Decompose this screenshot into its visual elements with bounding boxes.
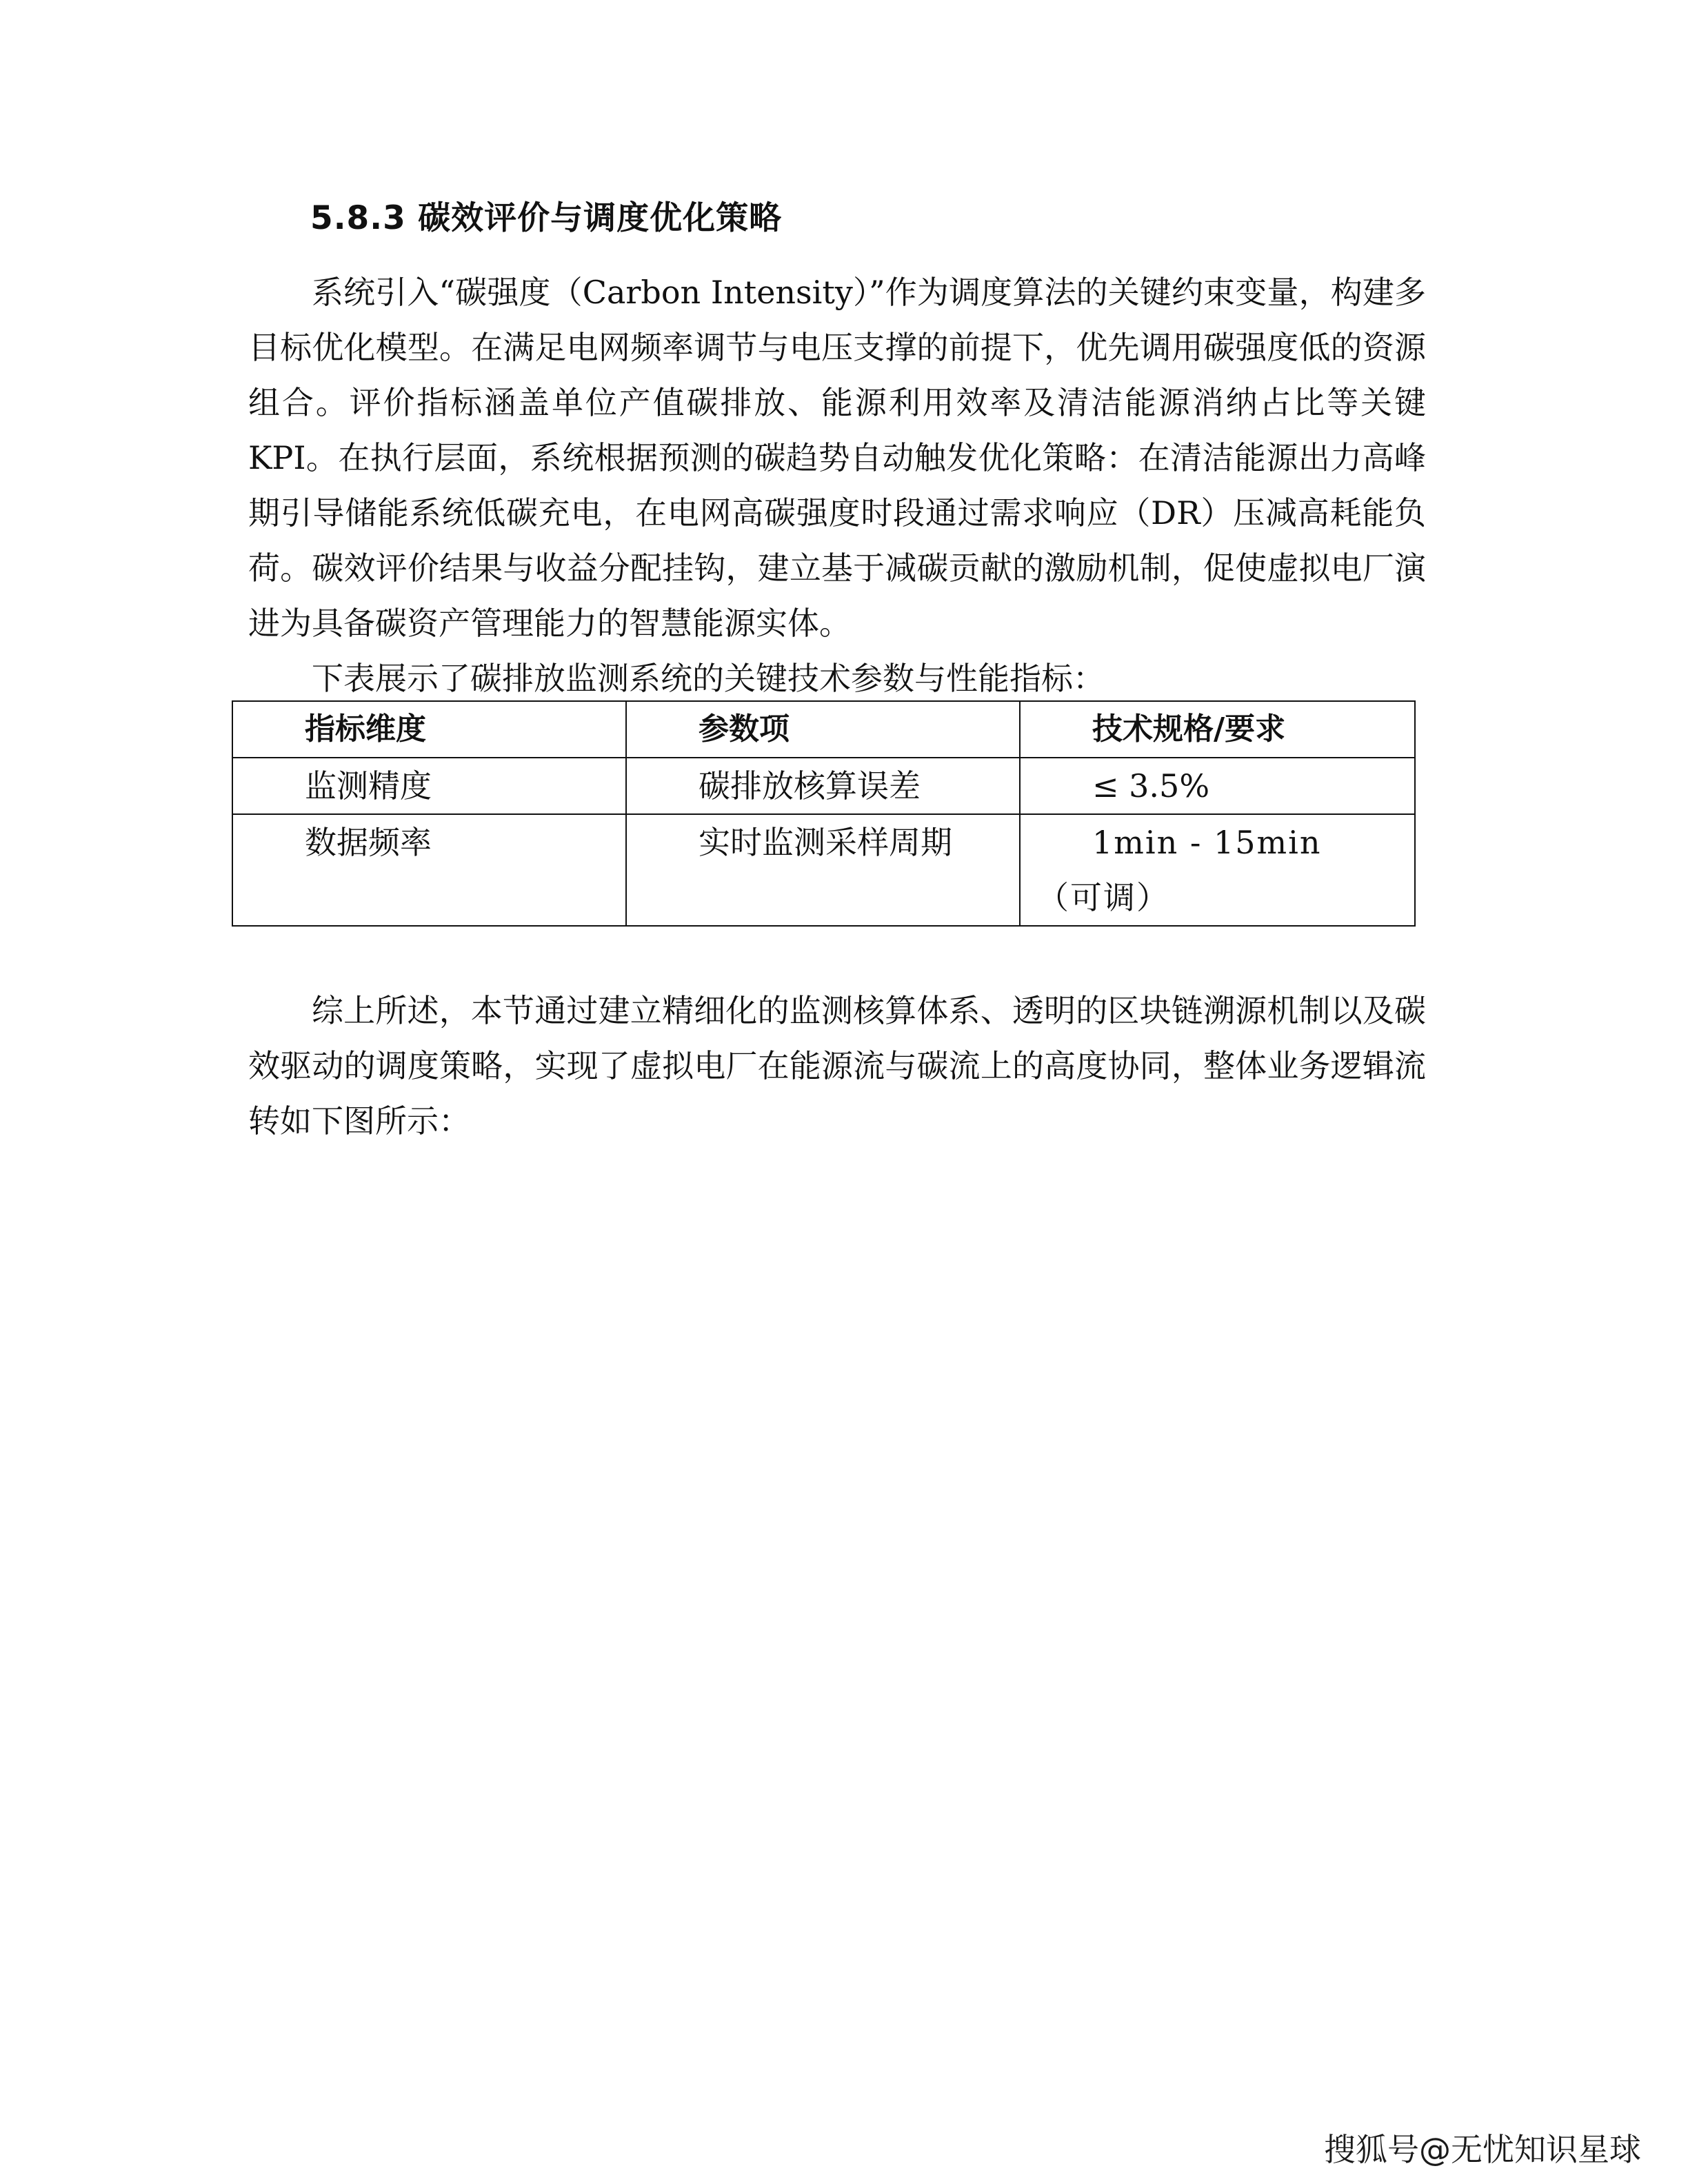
table-cell: 监测精度	[232, 758, 626, 814]
table-cell	[1020, 814, 1415, 926]
summary-paragraph: 综上所述，本节通过建立精细化的监测核算体系、透明的区块链溯源机制以及碳效驱动的调度策略，实现了虚拟电厂在能源流与碳流上的高度协同，整体业务逻辑流转如下图所示：	[248, 992, 1426, 1140]
table-cell: 碳排放核算误差	[626, 758, 1020, 814]
table-cell: 实时监测采样周期	[626, 814, 1020, 926]
table-row	[232, 758, 1415, 814]
table-header-cell: 参数项	[626, 701, 1020, 758]
table-header-cell: 指标维度	[232, 701, 626, 758]
table-intro-paragraph: 下表展示了碳排放监测系统的关键技术参数与性能指标：	[312, 660, 1105, 697]
spec-table	[232, 700, 1416, 927]
section-heading: 5.8.3 碳效评价与调度优化策略	[310, 199, 783, 237]
table-header-row	[232, 701, 1415, 758]
table-cell: ≤ 3.5%	[1020, 758, 1415, 814]
intro-paragraph: 系统引入“碳强度（Carbon Intensity）”作为调度算法的关键约束变量，构建多目标优化模型。在满足电网频率调节与电压支撑的前提下，优先调用碳强度低的资源组合。评价指标涵盖单位产值碳排放、能源利用效率及清洁能源消纳占比等关键 KPI。在执行层面，系统根据预测的碳趋势自动触发优化策略：在清洁能源出力高峰期引导储能系统低碳充电，在电网高碳强度时段通过需求响应（DR）压减高耗能负荷。碳效评价结果与收益分配挂钩，建立基于减碳贡献的激励机制，促使虚拟电厂演进为具备碳资产管理能力的智慧能源实体。	[248, 274, 1426, 642]
table-row	[232, 814, 1415, 926]
table-header-cell: 技术规格/要求	[1020, 701, 1415, 758]
table-cell: 数据频率	[232, 814, 626, 926]
watermark: 搜狐号@无忧知识星球	[1324, 2131, 1641, 2168]
table-cell-text: 1min - 15min （可调）	[1037, 824, 1322, 916]
